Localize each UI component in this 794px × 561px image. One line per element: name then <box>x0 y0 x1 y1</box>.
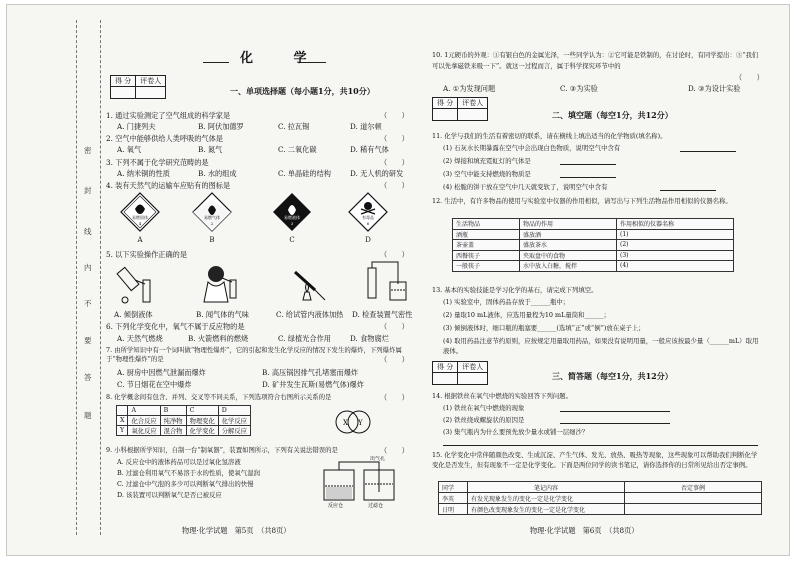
q12-text: 12. 生活中，有许多物品的使用与实验室中仪器的作用相似，请写出与下列生活物品作用相似的仪器名称。 <box>432 197 732 205</box>
q7-text: 7. 由所学知识中有一个词叫做“物理性爆炸”，它的引起和发生化学反应的情况下发生的爆炸，下列爆炸属于“物理性爆炸”的是 <box>106 346 402 363</box>
answer-paren: （ ） <box>380 446 409 455</box>
q10-option-a: A. ①为发现问题 <box>443 84 496 93</box>
table-row <box>439 493 762 504</box>
table-cell: 混合物 <box>160 426 186 436</box>
score-label: 得 分 <box>433 362 458 373</box>
q6-option-d: D. 食物腐烂 <box>350 334 389 343</box>
answer-paren: （ ） <box>380 111 409 120</box>
sign-a-name: 易燃固体 <box>132 215 148 220</box>
table-cell: X <box>117 416 128 426</box>
q11-item: (1) 石灰水长期暴露在空气中会出现白色物质，说明空气中含有 <box>443 144 621 152</box>
q8-text: 8. 化学概念间有包含、并列、交叉等不同关系，下列选项符合右图所示关系的是 <box>106 393 332 401</box>
answer-paren: （ ） <box>380 250 409 259</box>
grader-label: 评卷人 <box>458 362 488 373</box>
q9-option-a: A. 反应仓中的液体药品可以是过氧化氢溶液 <box>117 458 241 466</box>
q10-option-c: C. ③为实验 <box>560 84 598 93</box>
margin-char: 线 <box>84 227 92 236</box>
margin-char: 答 <box>84 373 92 382</box>
title-rule-right <box>300 62 326 63</box>
table-cell: 化合反应 <box>128 416 160 426</box>
margin-char: 不 <box>84 299 92 308</box>
q1-option-a: A. 门捷列夫 <box>117 122 156 131</box>
q3-option-b: B. 水的组成 <box>198 169 237 178</box>
table-cell: 否定事例 <box>625 482 762 493</box>
q2-option-d: D. 稀有气体 <box>350 145 389 154</box>
q8-table <box>116 405 251 436</box>
table-cell: 酒瓶 <box>453 229 520 240</box>
table-cell: 一般筷子 <box>453 261 520 272</box>
answer-paren: （ ） <box>735 73 764 82</box>
q1-option-b: B. 阿伏加德罗 <box>198 122 244 131</box>
page-footer-right: 物理·化学试题 第6页 （共8页） <box>530 526 639 535</box>
q3-text: 3. 下列不属于化学研究范畴的是 <box>106 158 209 167</box>
q4-text: 4. 装有天然气的运输车应贴有的图标是 <box>106 181 231 190</box>
q14-item: (1) 铁丝在氧气中燃烧的现象 <box>443 404 525 412</box>
q12-table <box>452 218 734 272</box>
table-cell: 氧化反应 <box>128 426 160 436</box>
heat-liquid-figure <box>285 262 335 307</box>
table-cell: 茶壶盖 <box>453 240 520 251</box>
q9-text: 9. 小科根据所学知识，自制一台“制氧器”，装置如图所示，下列有关说法错误的是 <box>106 446 338 454</box>
page-footer-left: 物理·化学试题 第5页 （共8页） <box>182 526 291 535</box>
margin-char: 内 <box>84 263 92 272</box>
table-cell: (3) <box>617 250 734 261</box>
table-row <box>439 482 762 493</box>
table-cell: 盛放茶水 <box>520 240 617 251</box>
venn-y-label: Y <box>358 419 363 427</box>
q2-option-c: C. 二氧化碳 <box>278 145 317 154</box>
q1-text: 1. 通过实验测定了空气组成的科学家是 <box>106 111 231 120</box>
airtight-check-figure <box>362 258 412 308</box>
q1-option-c: C. 拉瓦锡 <box>278 122 310 131</box>
q7-option-c: C. 节日烟花在空中爆炸 <box>117 380 192 389</box>
answer-line <box>443 445 758 446</box>
sign-b-name: 易燃气体 <box>204 215 220 220</box>
q13-item: (4) 取用药品注意节约原则，应按规定用量取用药品，如果没有说明用量，一般应该按最少量（______mL）取用液体。 <box>443 337 759 355</box>
q10-option-d: D. ③为设计实验 <box>688 84 741 93</box>
answer-paren: （ ） <box>380 158 409 167</box>
q6-option-a: A. 天然气燃烧 <box>117 334 163 343</box>
score-box-left <box>110 75 166 99</box>
answer-line <box>560 423 670 424</box>
table-cell <box>117 406 128 416</box>
q11-item: (4) 松脆的饼干放在空气中几天就变软了，说明空气中含有 <box>443 183 608 191</box>
table-cell: 同学 <box>439 482 468 493</box>
seal-line-left <box>76 20 77 535</box>
outlet-label: 出气孔 <box>370 456 386 462</box>
smell-gas-figure <box>198 262 248 307</box>
q7-option-d: D. 矿井发生瓦斯(易燃气体)爆炸 <box>262 380 364 389</box>
table-row <box>453 240 734 251</box>
table-row <box>117 416 251 426</box>
q2-option-b: B. 氮气 <box>198 145 223 154</box>
sign-label-a: A <box>137 236 143 244</box>
pour-liquid-figure <box>115 262 165 307</box>
table-cell: 笔记内容 <box>468 482 625 493</box>
answer-paren: （ ） <box>380 134 409 143</box>
q9-option-c: C. 过滤仓中气泡的多少可以判断氧气排出的快慢 <box>117 480 254 488</box>
q6-text: 6. 下列化学变化中，氧气不属于反应物的是 <box>106 322 245 331</box>
table-cell-answer[interactable] <box>625 493 762 504</box>
table-cell: D <box>218 406 250 416</box>
q14-item: (3) 集气瓶内为什么要预先放少量水或铺一层细沙？ <box>443 428 589 436</box>
grader-label: 评卷人 <box>136 76 166 87</box>
section1-heading: 一、单项选择题（每小题1分，共10分） <box>230 86 375 96</box>
q3-option-a: A. 纳米铜的性质 <box>117 169 170 178</box>
hazard-sign-d-icon <box>348 192 388 232</box>
table-cell: C <box>186 406 218 416</box>
table-cell: 西餐筷子 <box>453 250 520 261</box>
table-cell: 物理变化 <box>186 416 218 426</box>
score-box-right-2 <box>432 361 488 385</box>
q13-item: (1) 实验室中，固体药品存放于______瓶中； <box>443 298 570 306</box>
table-cell: 李英 <box>439 493 468 504</box>
score-label: 得 分 <box>433 98 458 109</box>
q11-text: 11. 化学与我们的生活有着密切的联系，请在横线上填出适当的化学物质(填名称)。 <box>432 132 667 140</box>
answer-blank[interactable] <box>560 157 616 165</box>
q11-item: (2) 焊接和填充霓虹灯的气体是 <box>443 157 531 165</box>
table-row <box>453 229 734 240</box>
title-rule-left <box>203 62 229 63</box>
table-row <box>117 426 251 436</box>
answer-blank[interactable] <box>660 183 716 191</box>
q2-text: 2. 空气中能够供给人类呼吸的气体是 <box>106 134 223 143</box>
q9-option-d: D. 该装置可以判断氧气是否已被反应 <box>117 491 222 499</box>
sign-b-num: 2 <box>210 221 214 226</box>
answer-blank[interactable] <box>680 144 736 152</box>
q15-text: 15. 化学变化中常伴随颜色改变、生成沉淀、产生气体、发光、放热、吸热等现象，这些现象可以帮助我们判断化学变化是否发生，但有现象不一定是化学变化。下面是两位同学的读书笔记，请你选择你的日常所见给出否定事例。 <box>432 451 758 469</box>
table-cell: 日明 <box>439 504 468 515</box>
sign-d-name: 有毒品 <box>362 215 374 220</box>
q3-option-c: C. 单晶硅的结构 <box>278 169 331 178</box>
q5-option-b: B. 闻气体的气味 <box>196 310 249 319</box>
score-box-right-1 <box>432 97 488 121</box>
answer-paren: （ ） <box>380 393 409 402</box>
q13-item: (3) 倾倒液体时，细口瓶的瓶塞要______(选填“正”或“倒”)放在桌子上； <box>443 324 645 332</box>
table-cell: Y <box>117 426 128 436</box>
section3-heading: 三、简答题（每空1分，共12分） <box>552 371 673 381</box>
sign-label-c: C <box>289 236 295 244</box>
table-cell-answer[interactable] <box>625 504 762 515</box>
table-cell: 盛放酒 <box>520 229 617 240</box>
sign-a-num: 4 <box>138 221 142 226</box>
sign-c-name: 易燃液体 <box>284 215 300 220</box>
q5-option-a: A. 倾倒液体 <box>114 310 153 319</box>
venn-diagram <box>330 408 376 436</box>
table-cell: 化学反应 <box>218 416 250 426</box>
filter-chamber-label: 过滤仓 <box>368 503 384 508</box>
table-cell: 夹取盘中的食物 <box>520 250 617 261</box>
answer-paren: （ ） <box>380 355 409 364</box>
sign-d-num: 6 <box>366 221 370 226</box>
score-label: 得 分 <box>111 76 136 87</box>
q1-option-d: D. 道尔顿 <box>350 122 382 131</box>
seal-line-right <box>100 20 101 535</box>
hazard-sign-a-icon <box>120 192 160 232</box>
hazard-sign-b-icon <box>192 192 232 232</box>
q7-option-b: B. 高压锅因排气孔堵塞而爆炸 <box>262 368 359 377</box>
sign-label-d: D <box>365 236 371 244</box>
reaction-chamber-label: 反应仓 <box>328 503 344 508</box>
table-cell: 物品的作用 <box>520 219 617 230</box>
answer-paren: （ ） <box>380 181 409 190</box>
table-cell: 有颜色改变现象发生的变化一定是化学变化 <box>468 504 625 515</box>
margin-char: 要 <box>84 336 92 345</box>
q9-option-b: B. 过滤仓利用氧气不易溶于水的性质，使氧气湿润 <box>117 469 260 477</box>
hazard-sign-c-icon <box>272 192 312 232</box>
table-cell: (1) <box>617 229 734 240</box>
grader-label: 评卷人 <box>458 98 488 109</box>
q13-text: 13. 基本的实验技能是学习化学的基石，请完成下列填空。 <box>432 286 598 294</box>
q6-option-b: B. 火箭燃料的燃烧 <box>188 334 249 343</box>
q7-option-a: A. 厨房中因燃气泄漏而爆炸 <box>117 368 206 377</box>
q11-item: (3) 空气中能支持燃烧的物质是 <box>443 170 531 178</box>
table-cell: B <box>160 406 186 416</box>
venn-x-label: X <box>343 419 348 427</box>
table-cell: (4) <box>617 261 734 272</box>
oxygen-maker-figure <box>320 456 400 508</box>
table-cell: A <box>128 406 160 416</box>
table-row <box>439 504 762 515</box>
table-cell: 化学变化 <box>186 426 218 436</box>
table-cell: 水中放入白糖，搅拌 <box>520 261 617 272</box>
page-title: 化 学 <box>240 51 325 66</box>
table-cell: 分解反应 <box>218 426 250 436</box>
table-row <box>453 261 734 272</box>
q2-option-a: A. 氧气 <box>117 145 142 154</box>
table-cell: 生活物品 <box>453 219 520 230</box>
q13-item: (2) 量取10 mL液体，应选用量程为10 mL量筒和______； <box>443 311 611 319</box>
margin-char: 题 <box>84 411 92 420</box>
section2-heading: 二、填空题（每空1分，共12分） <box>552 110 673 120</box>
margin-char: 密 <box>84 146 92 155</box>
answer-blank[interactable] <box>560 170 616 178</box>
q3-option-d: D. 无人机的研发 <box>350 169 404 178</box>
answer-paren: （ ） <box>380 322 409 331</box>
table-row <box>453 219 734 230</box>
table-cell: 作用相似的仪器名称 <box>617 219 734 230</box>
table-row <box>453 250 734 261</box>
sign-c-num: 3 <box>290 221 294 226</box>
sign-label-b: B <box>209 236 215 244</box>
q5-option-c: C. 给试管内液体加热 <box>276 310 344 319</box>
table-cell: 有发光现象发生的变化一定是化学变化 <box>468 493 625 504</box>
margin-char: 封 <box>84 186 92 195</box>
q14-text: 14. 根据铁丝在氧气中燃烧的实验回答下列问题。 <box>432 392 573 400</box>
q5-option-d: D. 检查装置气密性 <box>352 310 413 319</box>
q10-text: 10. 1元硬币的外观：①有银白色的金属光泽，一些同学认为：②它可能是铁制的，在讨论时，有同学提出：③“我们可以先拿磁铁来吸一下”。就这一过程而言，属于科学探究环节中的 <box>432 51 759 70</box>
q5-text: 5. 以下实验操作正确的是 <box>106 250 188 259</box>
q14-item: (2) 铁丝绕成螺旋状的原因是 <box>443 416 525 424</box>
q6-option-c: C. 绿植光合作用 <box>278 334 331 343</box>
table-row <box>117 406 251 416</box>
table-cell: (2) <box>617 240 734 251</box>
q15-table <box>438 481 762 515</box>
table-cell: 纯净物 <box>160 416 186 426</box>
answer-line <box>560 411 670 412</box>
